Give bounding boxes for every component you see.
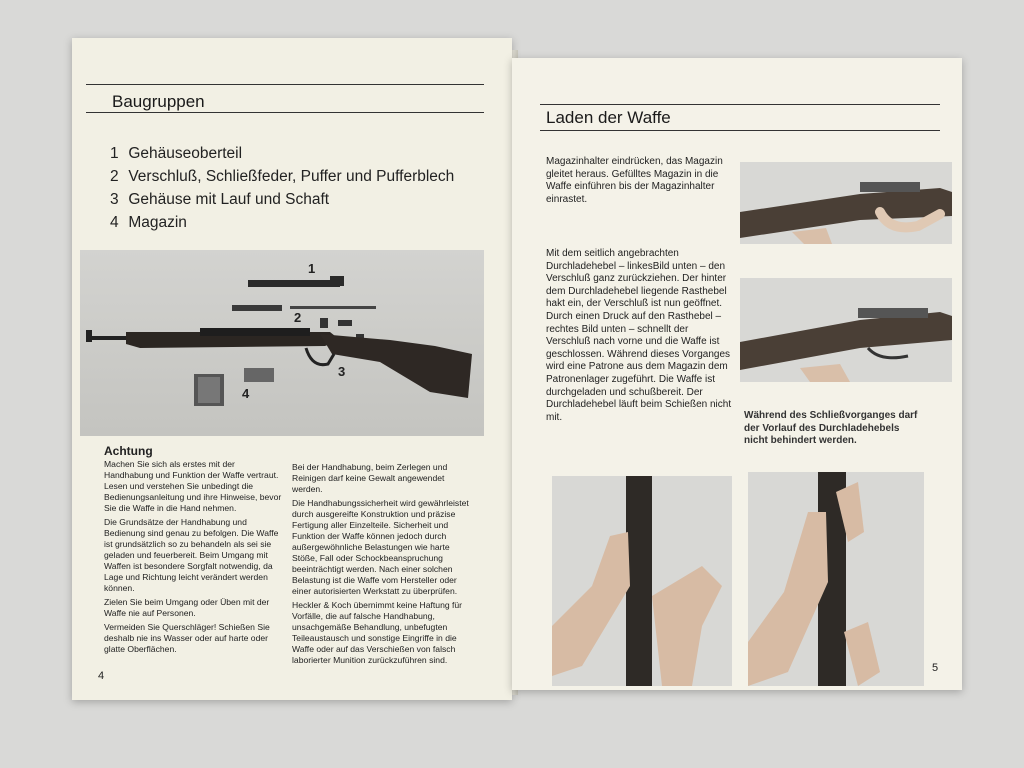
photo-callout-4: 4 [242,386,250,401]
paragraph: Bei der Handhabung, beim Zerlegen und Reinigen darf keine Gewalt angewendet werden. [292,462,448,494]
parts-list [110,142,454,234]
section-title-laden: Laden der Waffe [546,108,671,127]
photo-bolt-closed [740,278,952,382]
hands-rifle-illustration [552,476,732,686]
safety-text-column-a [104,459,284,658]
paragraph: Vermeiden Sie Querschläger! Schießen Sie deshalb nie ins Wasser oder auf harte oder glatte Oberflächen. [104,622,270,654]
achtung-heading: Achtung [104,444,153,458]
page-number-left: 4 [98,670,105,682]
loading-paragraph-1: Magazinhalter eindrücken, das Magazin gleitet heraus. Gefülltes Magazin in die Waffe einführen bis der Magazinhalter einrastet. [546,156,723,205]
photo-catch-lever-press [748,472,924,686]
photo-callout-2: 2 [294,310,302,325]
photo-callout-1: 1 [308,261,316,276]
paragraph: Die Grundsätze der Handhabung und Bedienung sind genau zu befolgen. Die Waffe ist grundsätzlich so zu behandeln als sei sie geladen und feuerbereit. Beim Umgang mit Waffen ist besondere Sorgfalt notwendig, da Lage und Richtung leicht verändert werden können. [104,517,279,593]
title-rule-top [540,104,940,105]
parts-list-item: 2 Verschluß, Schließfeder, Puffer und Pufferblech [110,168,455,185]
parts-list-item: 3 Gehäuse mit Lauf und Schaft [110,191,330,208]
photo-callout-3: 3 [338,364,346,379]
paragraph: Machen Sie sich als erstes mit der Handhabung und Funktion der Waffe vertraut. Lesen und verstehen Sie unbedingt die Bedienungsanleitung und ihre Hinweise, bevor Sie die Waffe in die Hand nehmen. [104,459,282,513]
title-rule-bottom [540,130,940,131]
left-page [72,38,512,700]
page-number-right: 5 [932,662,939,674]
title-rule-top [86,84,484,85]
paragraph: Heckler & Koch übernimmt keine Haftung für Vorfälle, die auf falsche Handhabung, unsachgemäße Behandlung, unbefugten Teileaustausch und sonstige Eingriffe in die Waffe oder auf das Verschießen von falsch laborierter Munition zurückzuführen sind. [292,600,463,665]
loading-note: Während des Schließvorganges darf der Vorlauf des Durchladehebels nicht behindert werden. [744,410,918,447]
parts-list-item: 4 Magazin [110,214,187,231]
rifle-closeup-illustration [740,162,952,244]
loading-paragraph-2: Mit dem seitlich angebrachten Durchladehebel – linkesBild unten – den Verschluß ganz zurückziehen. Der hinter dem Durchladehebel liegende Rasthebel hakt ein, der Verschluß ist nun geöffnet. Durch einen Druck auf den Rasthebel – rechtes Bild unten – schnellt der Verschluß nach vorne und die Waffe ist geschlossen. Während dieses Vorganges wird eine Patrone aus dem Magazin dem Patronenlager zugeführt. Die Waffe ist durchgeladen und schußbereit. Der Durchladehebel läuft beim Schießen nicht mit. [546,248,732,423]
section-title-baugruppen: Baugruppen [112,92,205,111]
paragraph: Zielen Sie beim Umgang oder Üben mit der Waffe nie auf Personen. [104,597,270,618]
hands-rifle-illustration [748,472,924,686]
rifle-parts-photo [80,250,484,436]
photo-magazine-insert [740,162,952,244]
photo-charging-handle-pull [552,476,732,686]
safety-text-column-b [292,462,476,669]
title-rule-bottom [86,112,484,113]
rifle-closeup-illustration [740,278,952,382]
paragraph: Die Handhabungssicherheit wird gewährleistet durch ausgereifte Konstruktion und präzise Fertigung aller Einzelteile. Sicherheit und Funktion der Waffe können jedoch durch außergewöhnliche Belastungen wie harte Stöße, Fall oder Schockbeanspruchung beeinträchtigt werden. Nach einer solchen Belastung ist die Waffe vom Hersteller oder einer autorisierten Werkstatt zu überprüfen. [292,498,469,596]
right-page [512,58,962,690]
rifle-illustration [80,250,484,436]
parts-list-item: 1 Gehäuseoberteil [110,145,243,162]
